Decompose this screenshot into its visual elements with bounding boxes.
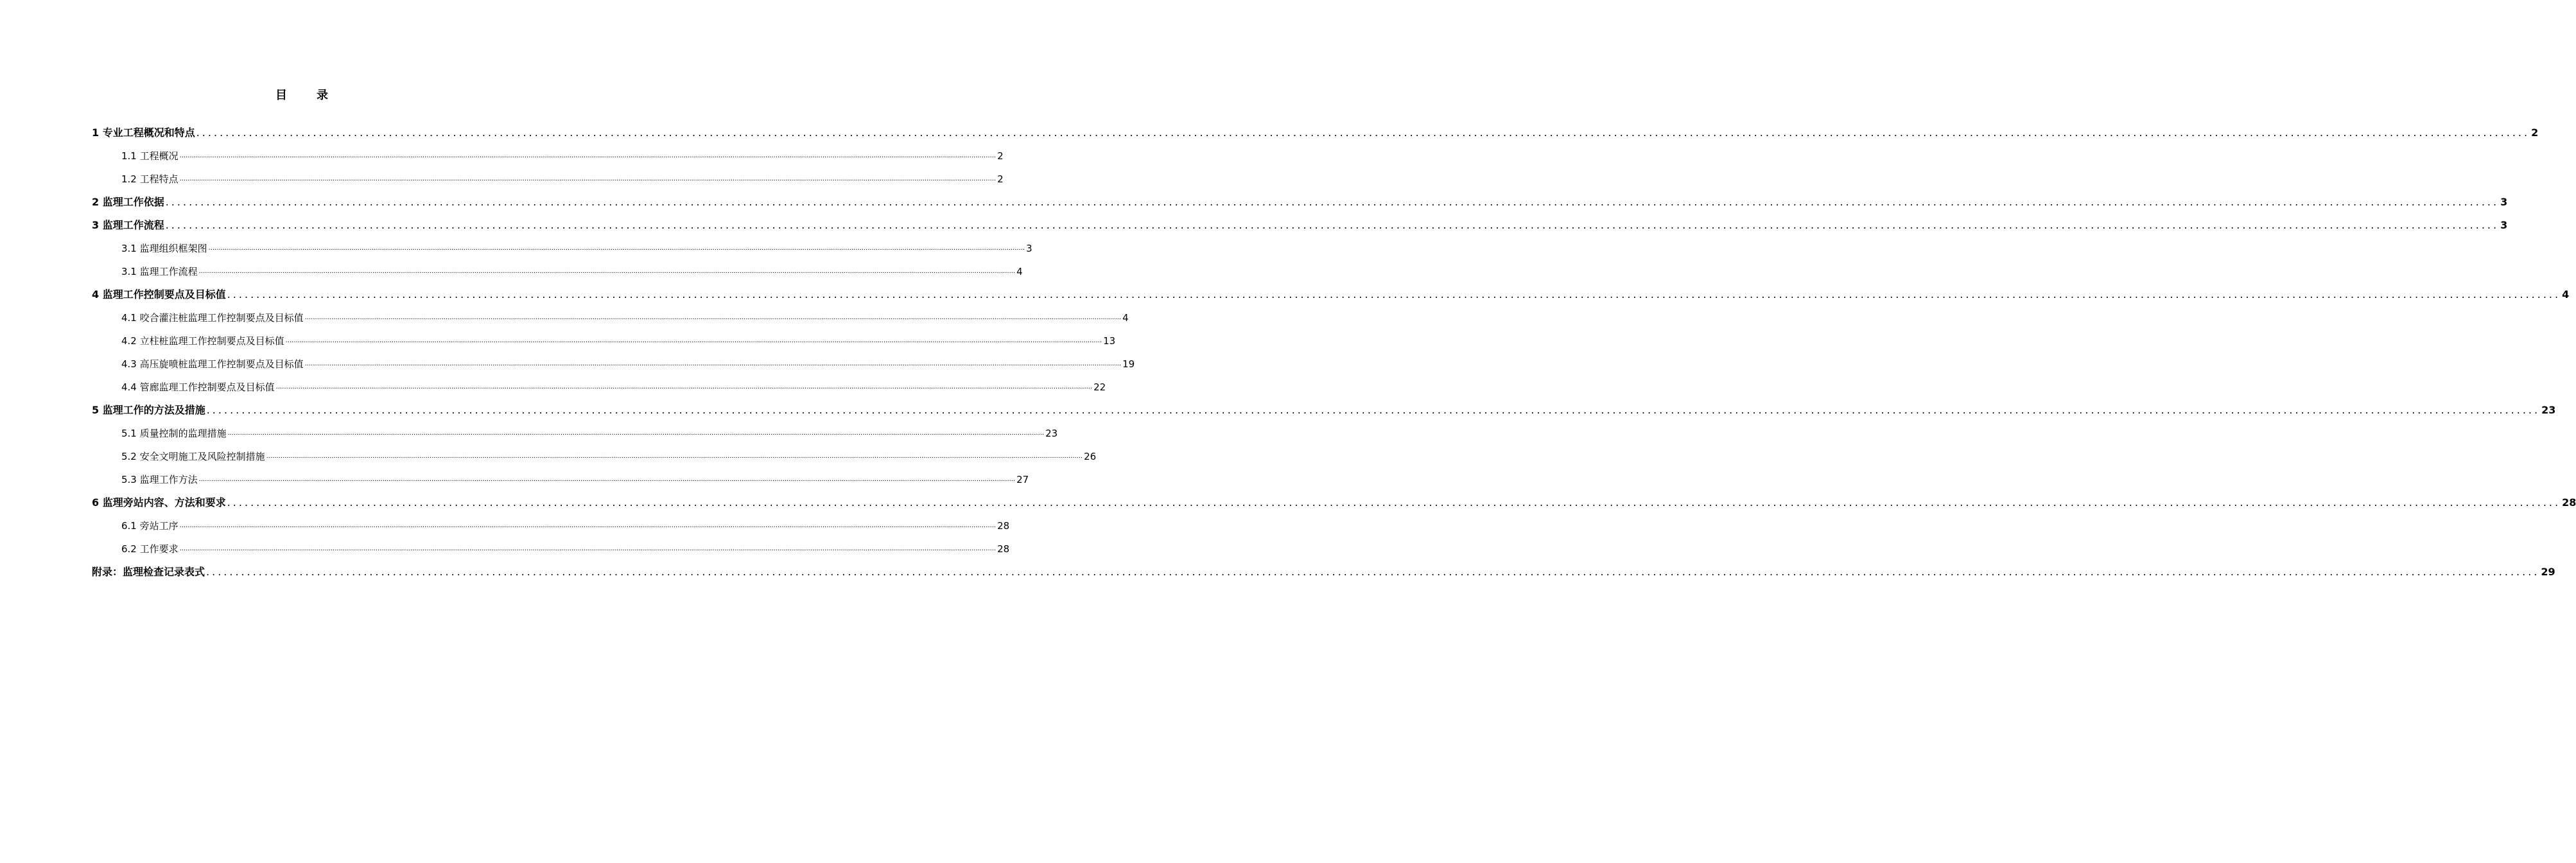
toc-entry-label: 2 监理工作依据	[92, 196, 164, 208]
toc-page-number: 4	[2562, 288, 2570, 301]
toc-dot-leader: ................................................................................................................................................................................................................................................................................................................................................................................................................	[304, 314, 1122, 321]
toc-entry-section[interactable]	[92, 510, 1010, 533]
toc-entry-section[interactable]	[92, 140, 1004, 163]
toc-entry-section[interactable]	[92, 232, 1032, 256]
toc-dot-leader: ................................................................................................................................................................................................................................................................................................................................................................................................................	[165, 219, 2500, 231]
toc-entry-section[interactable]	[92, 440, 1097, 464]
toc-page-number: 13	[1103, 335, 1116, 347]
toc-entry-section[interactable]	[92, 325, 1116, 348]
toc-entry-label: 1 专业工程概况和特点	[92, 126, 195, 139]
toc-entry-section[interactable]	[92, 533, 1010, 556]
toc-entry-label: 3.1 监理工作流程	[121, 266, 198, 277]
toc-entry-chapter[interactable]	[92, 487, 2576, 510]
toc-entry-label: 5 监理工作的方法及措施	[92, 404, 205, 416]
toc-page-number: 2	[997, 173, 1004, 185]
toc-entry-label: 6 监理旁站内容、方法和要求	[92, 496, 226, 509]
toc-entry-label: 4 监理工作控制要点及目标值	[92, 288, 226, 301]
toc-dot-leader: ................................................................................................................................................................................................................................................................................................................................................................................................................	[196, 126, 2530, 139]
toc-page-number: 2	[2531, 126, 2539, 139]
toc-dot-leader: ................................................................................................................................................................................................................................................................................................................................................................................................................	[208, 245, 1025, 252]
toc-entry-label: 4.3 高压旋喷桩监理工作控制要点及目标值	[121, 358, 304, 370]
toc-dot-leader: ................................................................................................................................................................................................................................................................................................................................................................................................................	[198, 268, 1016, 275]
toc-dot-leader: ................................................................................................................................................................................................................................................................................................................................................................................................................	[227, 496, 2561, 509]
toc-entry-label: 6.2 工作要求	[121, 543, 178, 555]
toc-dot-leader: ................................................................................................................................................................................................................................................................................................................................................................................................................	[275, 383, 1093, 390]
toc-entry-label: 4.1 咬合灌注桩监理工作控制要点及目标值	[121, 312, 304, 324]
toc-entry-label: 4.2 立柱桩监理工作控制要点及目标值	[121, 335, 284, 347]
toc-dot-leader: ................................................................................................................................................................................................................................................................................................................................................................................................................	[266, 453, 1083, 460]
toc-page-number: 4	[1016, 266, 1023, 277]
toc-dot-leader: ................................................................................................................................................................................................................................................................................................................................................................................................................	[165, 196, 2500, 208]
toc-entry-section[interactable]	[92, 417, 1058, 440]
toc-entry-chapter[interactable]	[92, 394, 2556, 417]
toc-entry-label: 3.1 监理组织框架图	[121, 243, 207, 254]
toc-entry-section[interactable]	[92, 348, 1135, 371]
toc-dot-leader: ................................................................................................................................................................................................................................................................................................................................................................................................................	[179, 175, 996, 182]
toc-dot-leader: ................................................................................................................................................................................................................................................................................................................................................................................................................	[179, 152, 996, 159]
toc-page-number: 4	[1122, 312, 1129, 324]
toc-dot-leader: ................................................................................................................................................................................................................................................................................................................................................................................................................	[227, 430, 1045, 437]
toc-entry-label: 5.3 监理工作方法	[121, 474, 198, 485]
toc-page-number: 26	[1084, 451, 1097, 462]
toc-page-number: 28	[2562, 496, 2576, 509]
toc-entry-label: 6.1 旁站工序	[121, 520, 178, 532]
toc-dot-leader: ................................................................................................................................................................................................................................................................................................................................................................................................................	[206, 566, 2540, 578]
toc-dot-leader: ................................................................................................................................................................................................................................................................................................................................................................................................................	[304, 360, 1122, 367]
toc-entry-chapter[interactable]	[92, 117, 2539, 140]
toc-dot-leader: ................................................................................................................................................................................................................................................................................................................................................................................................................	[227, 288, 2561, 301]
toc-entry-label: 1.2 工程特点	[121, 173, 178, 185]
toc-dot-leader: ................................................................................................................................................................................................................................................................................................................................................................................................................	[285, 337, 1102, 344]
table-of-contents	[92, 117, 2576, 579]
toc-page-number: 3	[2500, 196, 2508, 208]
toc-title: 目 录	[275, 89, 337, 102]
toc-entry-chapter[interactable]	[92, 556, 2555, 579]
toc-dot-leader: ................................................................................................................................................................................................................................................................................................................................................................................................................	[179, 522, 996, 529]
toc-dot-leader: ................................................................................................................................................................................................................................................................................................................................................................................................................	[206, 404, 2541, 416]
toc-entry-chapter[interactable]	[92, 209, 2508, 232]
toc-page-number: 2	[997, 150, 1004, 162]
toc-page-number: 29	[2541, 566, 2555, 578]
toc-entry-label: 附录：监理检查记录表式	[92, 566, 205, 578]
toc-page-number: 28	[997, 520, 1010, 532]
toc-page-number: 23	[2541, 404, 2556, 416]
toc-page-number: 3	[2500, 219, 2508, 231]
toc-entry-label: 5.1 质量控制的监理措施	[121, 428, 227, 439]
toc-page-number: 27	[1016, 474, 1029, 485]
toc-page-number: 23	[1045, 428, 1058, 439]
toc-dot-leader: ................................................................................................................................................................................................................................................................................................................................................................................................................	[179, 545, 996, 552]
toc-entry-section[interactable]	[92, 464, 1029, 487]
toc-entry-section[interactable]	[92, 371, 1106, 394]
toc-entry-label: 4.4 管廊监理工作控制要点及目标值	[121, 381, 275, 393]
toc-entry-section[interactable]	[92, 302, 1129, 325]
toc-page-number: 28	[997, 543, 1010, 555]
toc-entry-section[interactable]	[92, 163, 1004, 186]
toc-entry-section[interactable]	[92, 256, 1023, 279]
toc-entry-chapter[interactable]	[92, 186, 2508, 209]
toc-entry-chapter[interactable]	[92, 279, 2570, 302]
toc-page-number: 3	[1026, 243, 1032, 254]
toc-page-number: 19	[1122, 358, 1135, 370]
toc-entry-label: 1.1 工程概况	[121, 150, 178, 162]
toc-page-number: 22	[1093, 381, 1106, 393]
toc-entry-label: 5.2 安全文明施工及风险控制措施	[121, 451, 265, 462]
toc-entry-label: 3 监理工作流程	[92, 219, 164, 231]
toc-dot-leader: ................................................................................................................................................................................................................................................................................................................................................................................................................	[198, 476, 1016, 483]
